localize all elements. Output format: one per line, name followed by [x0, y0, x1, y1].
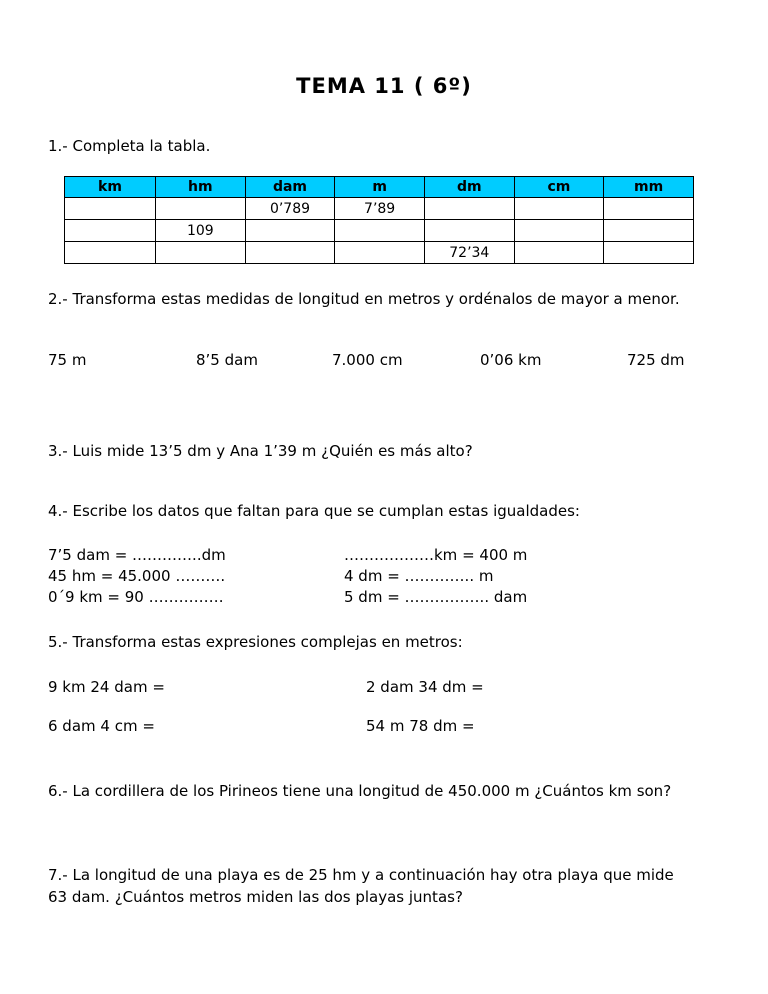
table-cell: 0’789 [245, 198, 335, 220]
table-cell[interactable] [65, 220, 156, 242]
measure-item: 7.000 cm [332, 351, 403, 369]
equality-left: 45 hm = 45.000 ………. [48, 567, 226, 585]
table-cell[interactable] [245, 220, 335, 242]
table-cell[interactable] [604, 220, 694, 242]
table-cell[interactable] [424, 198, 514, 220]
header-dam: dam [245, 177, 335, 198]
table-cell[interactable] [156, 242, 246, 264]
expression-right: 2 dam 34 dm = [366, 678, 484, 696]
expression-left: 6 dam 4 cm = [48, 717, 155, 735]
table-cell[interactable] [514, 198, 604, 220]
equality-left: 7’5 dam = …………..dm [48, 546, 226, 564]
equality-right: 4 dm = ………….. m [344, 567, 494, 585]
page-title: TEMA 11 ( 6º) [296, 74, 472, 98]
header-hm: hm [156, 177, 246, 198]
table-header-row [65, 177, 694, 198]
measure-item: 8’5 dam [196, 351, 258, 369]
measure-item: 725 dm [627, 351, 685, 369]
table-cell[interactable] [245, 242, 335, 264]
table-row [65, 220, 694, 242]
equality-right: 5 dm = …………….. dam [344, 588, 528, 606]
header-km: km [65, 177, 156, 198]
table-cell[interactable] [514, 220, 604, 242]
expression-left: 9 km 24 dam = [48, 678, 165, 696]
table-cell: 7’89 [335, 198, 425, 220]
table-cell[interactable] [335, 242, 425, 264]
units-table [64, 176, 694, 264]
table-cell[interactable] [65, 198, 156, 220]
header-m: m [335, 177, 425, 198]
question-5-text: 5.- Transforma estas expresiones complejas en metros: [48, 633, 463, 651]
equality-right: ………………km = 400 m [344, 546, 528, 564]
equality-left: 0´9 km = 90 …………… [48, 588, 224, 606]
table-cell: 72’34 [424, 242, 514, 264]
question-4-text: 4.- Escribe los datos que faltan para que se cumplan estas igualdades: [48, 502, 580, 520]
table-cell[interactable] [65, 242, 156, 264]
header-cm: cm [514, 177, 604, 198]
expression-right: 54 m 78 dm = [366, 717, 475, 735]
question-7-text: 7.- La longitud de una playa es de 25 hm y a continuación hay otra playa que mide 63 dam. ¿Cuántos metros miden las dos playas juntas? [48, 866, 674, 906]
table-cell[interactable] [335, 220, 425, 242]
table-row [65, 198, 694, 220]
table-cell[interactable] [604, 198, 694, 220]
table-row [65, 242, 694, 264]
question-6-text: 6.- La cordillera de los Pirineos tiene una longitud de 450.000 m ¿Cuántos km son? [48, 782, 672, 800]
table-cell[interactable] [514, 242, 604, 264]
question-1-text: 1.- Completa la tabla. [48, 137, 211, 155]
header-mm: mm [604, 177, 694, 198]
question-2-text: 2.- Transforma estas medidas de longitud en metros y ordénalos de mayor a menor. [48, 290, 680, 308]
question-3-text: 3.- Luis mide 13’5 dm y Ana 1’39 m ¿Quién es más alto? [48, 442, 473, 460]
measure-item: 75 m [48, 351, 87, 369]
table-cell[interactable] [424, 220, 514, 242]
table-cell[interactable] [604, 242, 694, 264]
table-cell: 109 [156, 220, 246, 242]
measure-item: 0’06 km [480, 351, 542, 369]
header-dm: dm [424, 177, 514, 198]
table-cell[interactable] [156, 198, 246, 220]
